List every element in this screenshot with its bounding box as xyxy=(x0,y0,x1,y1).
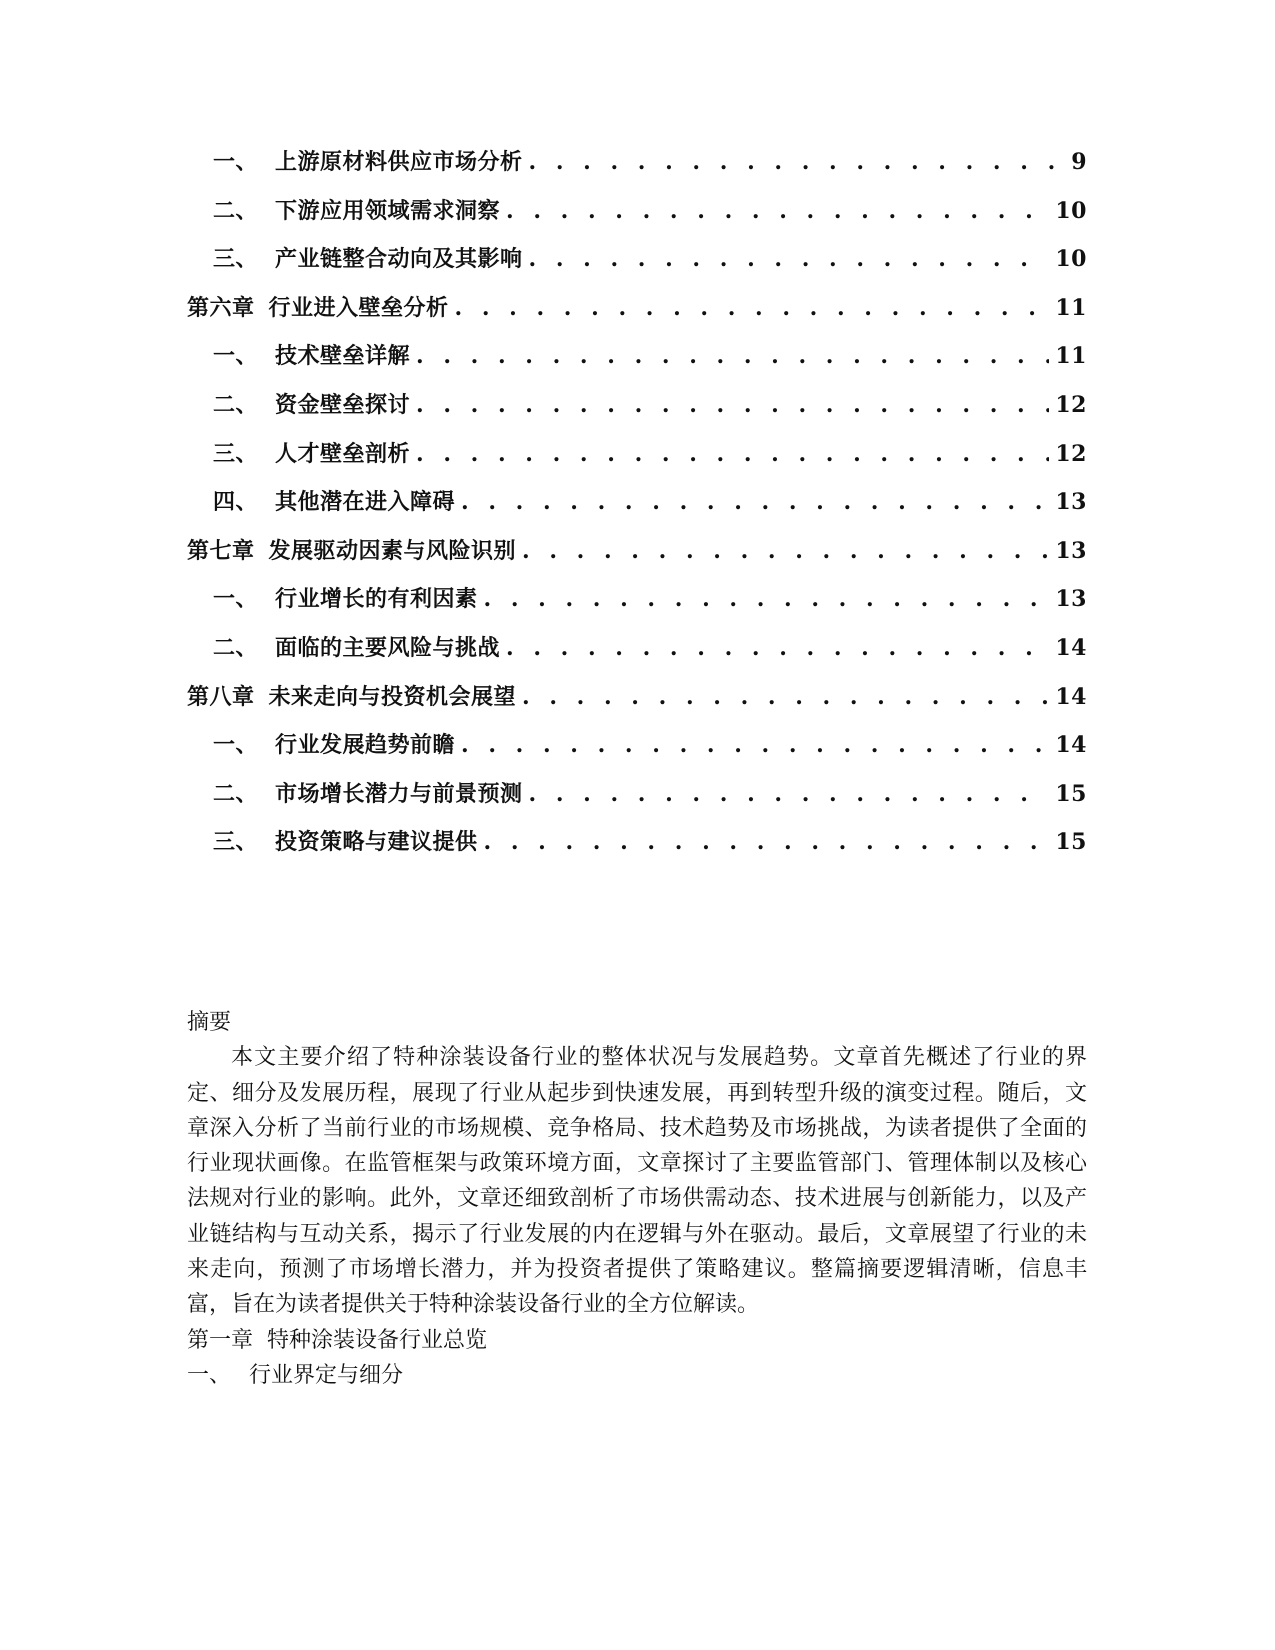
toc-entry[interactable] xyxy=(187,631,1087,680)
toc-entry-title: 市场增长潜力与前景预测 xyxy=(275,780,523,807)
toc-entry-number: 二、 xyxy=(213,391,259,418)
toc-chapter-number: 第七章 xyxy=(187,537,255,564)
toc-entry[interactable] xyxy=(187,242,1087,291)
toc-entry-title: 技术壁垒详解 xyxy=(275,343,411,370)
toc-leader-dots xyxy=(506,198,1049,224)
toc-entry-title: 产业链整合动向及其影响 xyxy=(275,246,523,273)
toc-entry-page: 9 xyxy=(1071,149,1087,175)
toc-leader-dots xyxy=(416,441,1049,467)
toc-entry[interactable] xyxy=(187,145,1087,194)
toc-entry-title: 投资策略与建议提供 xyxy=(275,829,478,856)
toc-leader-dots xyxy=(529,781,1050,807)
toc-entry[interactable] xyxy=(187,485,1087,534)
toc-entry-title: 下游应用领域需求洞察 xyxy=(275,197,501,224)
abstract-body: 本文主要介绍了特种涂装设备行业的整体状况与发展趋势。文章首先概述了行业的界定、细分及发展历程，展现了行业从起步到快速发展，再到转型升级的演变过程。随后，文章深入分析了当前行业的市场规模、竞争格局、技术趋势及市场挑战，为读者提供了全面的行业现状画像。在监管框架与政策环境方面，文章探讨了主要监管部门、管理体制以及核心法规对行业的影响。此外，文章还细致剖析了市场供需动态、技术进展与创新能力，以及产业链结构与互动关系，揭示了行业发展的内在逻辑与外在驱动。最后，文章展望了行业的未来走向，预测了市场增长潜力，并为投资者提供了策略建议。整篇摘要逻辑清晰，信息丰富，旨在为读者提供关于特种涂装设备行业的全方位解读。 xyxy=(187,1045,1087,1318)
toc-entry-title: 发展驱动因素与风险识别 xyxy=(268,537,517,564)
toc-entry-title: 行业发展趋势前瞻 xyxy=(275,732,456,759)
toc-chapter-entry[interactable] xyxy=(187,534,1087,583)
toc-entry-number: 三、 xyxy=(213,246,259,273)
toc-entry-number: 一、 xyxy=(213,586,259,613)
toc-leader-dots xyxy=(416,392,1049,418)
toc-entry-title: 未来走向与投资机会展望 xyxy=(268,683,517,710)
toc-entry-number: 二、 xyxy=(213,634,259,661)
toc-entry-page: 10 xyxy=(1055,246,1087,273)
toc-entry-number: 三、 xyxy=(213,440,259,467)
section-heading xyxy=(187,1358,1087,1393)
toc-chapter-entry[interactable] xyxy=(187,291,1087,340)
toc-entry-page: 13 xyxy=(1055,586,1087,613)
toc-entry-title: 资金壁垒探讨 xyxy=(275,391,411,418)
toc-leader-dots xyxy=(522,538,1049,564)
toc-entry[interactable] xyxy=(187,388,1087,437)
chapter-title: 特种涂装设备行业总览 xyxy=(267,1327,488,1353)
toc-entry-page: 14 xyxy=(1055,683,1087,710)
toc-leader-dots xyxy=(416,343,1049,369)
toc-entry-title: 面临的主要风险与挑战 xyxy=(275,634,501,661)
toc-entry[interactable] xyxy=(187,194,1087,243)
toc-leader-dots xyxy=(529,149,1059,175)
toc-entry[interactable] xyxy=(187,777,1087,826)
toc-chapter-number: 第六章 xyxy=(187,294,255,321)
table-of-contents xyxy=(187,145,1087,874)
toc-entry[interactable] xyxy=(187,437,1087,486)
toc-leader-dots xyxy=(455,295,1050,321)
toc-entry-number: 一、 xyxy=(213,149,259,175)
toc-entry[interactable] xyxy=(187,339,1087,388)
toc-entry[interactable] xyxy=(187,582,1087,631)
toc-entry-number: 四、 xyxy=(213,489,259,516)
toc-leader-dots xyxy=(461,732,1049,758)
toc-entry[interactable] xyxy=(187,825,1087,874)
chapter-number: 第一章 xyxy=(187,1327,254,1353)
toc-entry-page: 14 xyxy=(1055,634,1087,661)
toc-entry-page: 13 xyxy=(1055,537,1087,564)
toc-entry-page: 10 xyxy=(1055,197,1087,224)
toc-entry-number: 一、 xyxy=(213,343,259,370)
toc-entry-title: 人才壁垒剖析 xyxy=(275,440,411,467)
abstract-heading: 摘要 xyxy=(187,1010,232,1035)
toc-chapter-entry[interactable] xyxy=(187,680,1087,729)
toc-leader-dots xyxy=(506,635,1049,661)
toc-entry-page: 15 xyxy=(1055,780,1087,807)
toc-entry-page: 13 xyxy=(1055,489,1087,516)
section-title: 行业界定与细分 xyxy=(249,1362,404,1388)
toc-entry[interactable] xyxy=(187,728,1087,777)
toc-entry-page: 11 xyxy=(1055,343,1087,370)
toc-entry-page: 12 xyxy=(1055,440,1087,467)
toc-entry-number: 一、 xyxy=(213,732,259,759)
toc-entry-page: 15 xyxy=(1055,829,1087,856)
toc-entry-number: 二、 xyxy=(213,780,259,807)
abstract-section xyxy=(187,1005,1087,1393)
toc-leader-dots xyxy=(484,829,1050,855)
toc-entry-page: 14 xyxy=(1055,732,1087,759)
toc-leader-dots xyxy=(529,246,1050,272)
toc-leader-dots xyxy=(522,684,1049,710)
toc-entry-title: 行业增长的有利因素 xyxy=(275,586,478,613)
toc-entry-title: 其他潜在进入障碍 xyxy=(275,489,456,516)
toc-chapter-number: 第八章 xyxy=(187,683,255,710)
toc-entry-page: 11 xyxy=(1055,294,1087,321)
toc-entry-title: 行业进入壁垒分析 xyxy=(268,294,449,321)
section-number: 一、 xyxy=(187,1362,232,1388)
toc-leader-dots xyxy=(484,586,1050,612)
toc-entry-number: 二、 xyxy=(213,197,259,224)
toc-entry-number: 三、 xyxy=(213,829,259,856)
toc-entry-title: 上游原材料供应市场分析 xyxy=(275,149,523,175)
chapter-heading xyxy=(187,1323,1087,1358)
toc-entry-page: 12 xyxy=(1055,391,1087,418)
toc-leader-dots xyxy=(461,489,1049,515)
